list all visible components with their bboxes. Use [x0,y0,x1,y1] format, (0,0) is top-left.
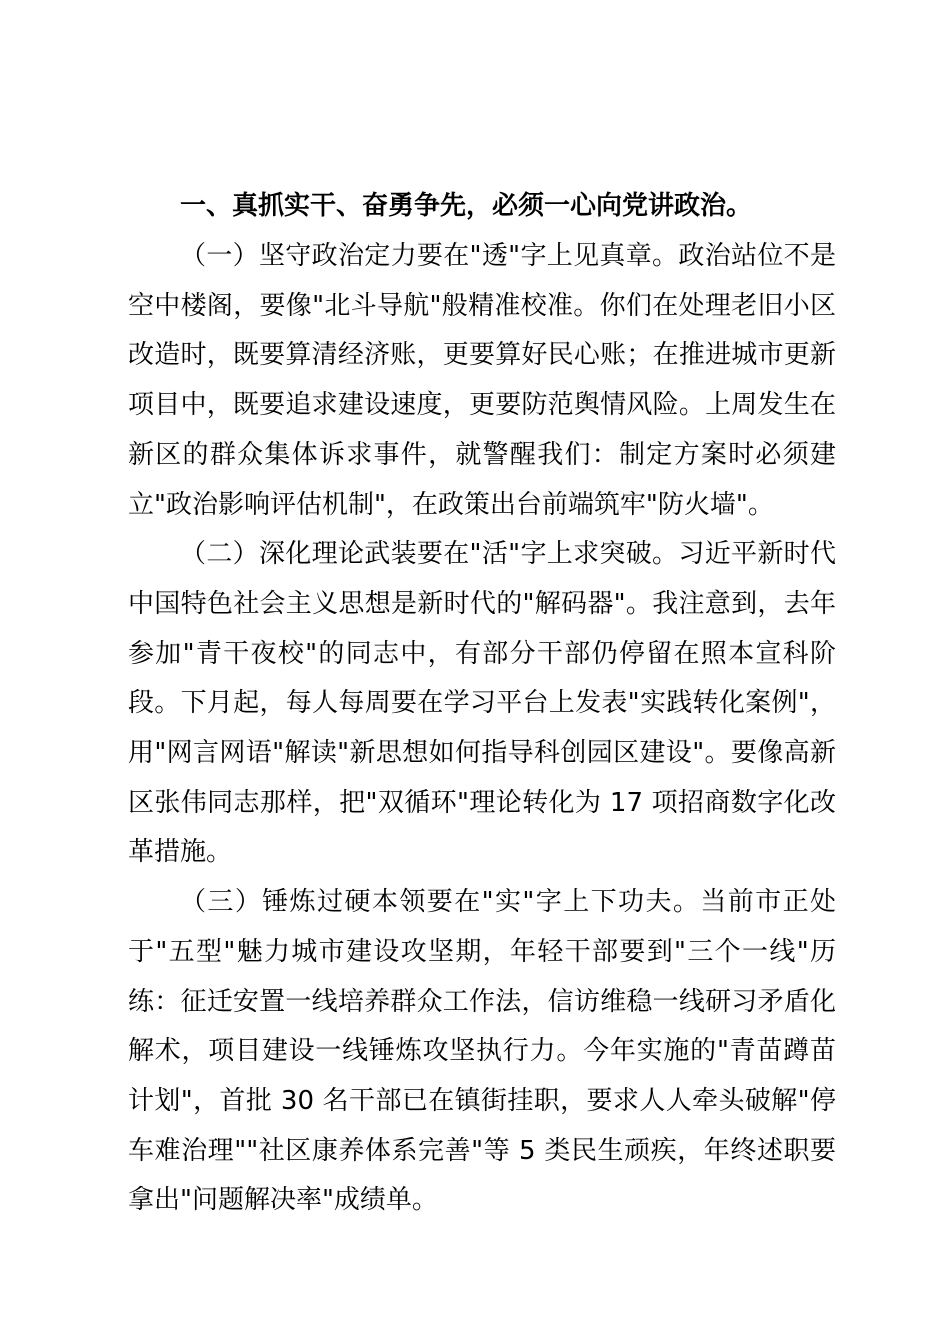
paragraph-2: （二）深化理论武装要在"活"字上求突破。习近平新时代中国特色社会主义思想是新时代的"解码器"。我注意到，去年参加"青干夜校"的同志中，有部分干部仍停留在照本宣科阶段。下月起，每人每周要在学习平台上发表"实践转化案例"，用"网言网语"解读"新思想如何指导科创园区建设"。要像高新区张伟同志那样，把"双循环"理论转化为 17 项招商数字化改革措施。 [128,539,836,868]
section-heading: 一、真抓实干、奋勇争先，必须一心向党讲政治。 [180,191,753,221]
paragraph-1: （一）坚守政治定力要在"透"字上见真章。政治站位不是空中楼阁，要像"北斗导航"般精准校准。你们在处理老旧小区改造时，既要算清经济账，更要算好民心账；在推进城市更新项目中，既要追求建设速度，更要防范舆情风险。上周发生在新区的群众集体诉求事件，就警醒我们：制定方案时必须建立"政治影响评估机制"，在政策出台前端筑牢"防火墙"。 [128,241,836,520]
document-body [128,182,836,1226]
paragraph-3: （三）锤炼过硬本领要在"实"字上下功夫。当前市正处于"五型"魅力城市建设攻坚期，年轻干部要到"三个一线"历练：征迁安置一线培养群众工作法，信访维稳一线研习矛盾化解术，项目建设一线锤炼攻坚执行力。今年实施的"青苗蹲苗计划"，首批 30 名干部已在镇街挂职，要求人人牵头破解"停车难治理""社区康养体系完善"等 5 类民生顽疾，年终述职要拿出"问题解决率"成绩单。 [128,887,836,1216]
